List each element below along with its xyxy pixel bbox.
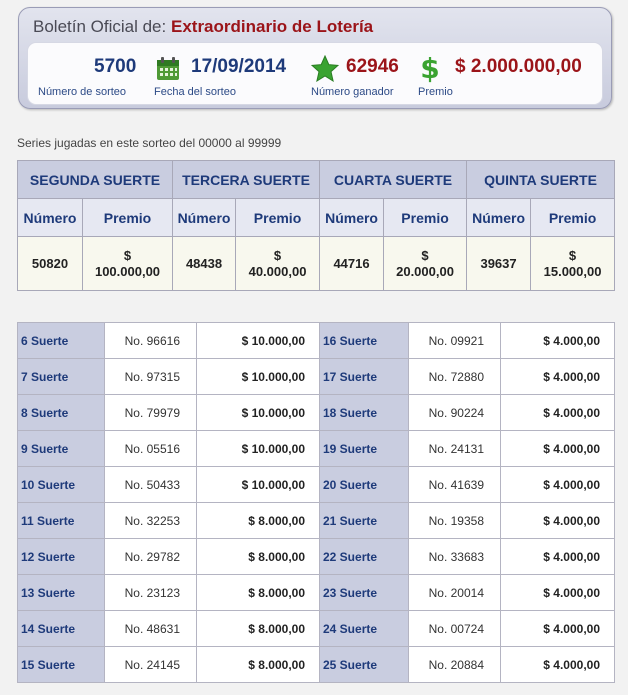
draw-number-caption: Número de sorteo [38,86,127,98]
prize-cell: $ 10.000,00 [197,395,320,431]
ticket-number-cell: No. 48631 [105,611,197,647]
draw-name-cell: 14 Suerte [18,611,105,647]
prize-currency: $ [123,247,132,263]
prize-cell [236,237,320,291]
main-prizes-table [17,160,615,291]
table-row [18,647,615,683]
winning-number-cell: 44716 [320,237,384,291]
draw-name-cell: 16 Suerte [320,323,409,359]
prize-cell: $ 4.000,00 [501,431,615,467]
table-row [18,467,615,503]
bulletin-header [18,7,612,109]
prize-value: 15.000,00 [543,263,602,279]
group-header: SEGUNDA SUERTE [18,161,173,199]
secondary-prizes-body [18,323,615,683]
ticket-number-cell: No. 79979 [105,395,197,431]
group-header: QUINTA SUERTE [467,161,615,199]
draw-name-cell: 15 Suerte [18,647,105,683]
prize-cell: $ 8.000,00 [197,539,320,575]
draw-name-cell: 7 Suerte [18,359,105,395]
draw-name-cell: 11 Suerte [18,503,105,539]
winning-number-cell: 50820 [18,237,83,291]
prize-value: 100.000,00 [94,263,161,279]
prize-cell [384,237,467,291]
ticket-number-cell: No. 50433 [105,467,197,503]
bulletin-title-prefix: Boletín Oficial de: [33,17,167,36]
draw-name-cell: 17 Suerte [320,359,409,395]
series-range-text: Series jugadas en este sorteo del 00000 al 99999 [17,136,282,150]
table-row [18,611,615,647]
ticket-number-cell: No. 32253 [105,503,197,539]
prize-currency: $ [421,247,429,263]
prize-currency: $ [568,247,577,263]
ticket-number-cell: No. 72880 [409,359,501,395]
ticket-number-cell: No. 09921 [409,323,501,359]
number-header: Número [320,199,384,237]
draw-name-cell: 20 Suerte [320,467,409,503]
ticket-number-cell: No. 90224 [409,395,501,431]
prize-cell: $ 8.000,00 [197,611,320,647]
ticket-number-cell: No. 19358 [409,503,501,539]
winning-number-cell: 48438 [173,237,236,291]
svg-text:$: $ [420,53,440,83]
prize-header: Premio [531,199,615,237]
prize-cell: $ 4.000,00 [501,575,615,611]
prize-cell: $ 4.000,00 [501,395,615,431]
table-row [18,431,615,467]
calendar-icon [156,57,180,86]
draw-name-cell: 22 Suerte [320,539,409,575]
prize-cell [531,237,615,291]
table-row [18,575,615,611]
draw-name-cell: 13 Suerte [18,575,105,611]
prize-cell: $ 4.000,00 [501,647,615,683]
draw-name-cell: 23 Suerte [320,575,409,611]
prize-cell: $ 10.000,00 [197,359,320,395]
number-header: Número [173,199,236,237]
prize-cell: $ 4.000,00 [501,503,615,539]
prize-cell: $ 4.000,00 [501,539,615,575]
ticket-number-cell: No. 23123 [105,575,197,611]
bulletin-title [33,17,373,37]
prize-header: Premio [236,199,320,237]
secondary-prizes-table [17,322,615,683]
ticket-number-cell: No. 97315 [105,359,197,395]
dollar-icon [419,53,441,88]
ticket-number-cell: No. 20014 [409,575,501,611]
draw-name-cell: 24 Suerte [320,611,409,647]
table-row [18,503,615,539]
draw-name-cell: 6 Suerte [18,323,105,359]
draw-date: 17/09/2014 [191,56,287,77]
prize-amount: $ 2.000.000,00 [455,56,582,77]
table-row [18,539,615,575]
prize-cell: $ 8.000,00 [197,575,320,611]
draw-name-cell: 9 Suerte [18,431,105,467]
prize-cell: $ 10.000,00 [197,431,320,467]
bulletin-title-brand: Extraordinario de Lotería [170,17,374,36]
star-icon [311,55,339,87]
number-header: Número [467,199,531,237]
draw-name-cell: 10 Suerte [18,467,105,503]
prize-caption: Premio [418,86,453,98]
group-header: TERCERA SUERTE [173,161,320,199]
draw-number: 5700 [94,56,137,77]
draw-name-cell: 12 Suerte [18,539,105,575]
group-header: CUARTA SUERTE [320,161,467,199]
draw-name-cell: 21 Suerte [320,503,409,539]
ticket-number-cell: No. 24131 [409,431,501,467]
prize-header: Premio [83,199,173,237]
prize-cell: $ 4.000,00 [501,323,615,359]
prize-header: Premio [384,199,467,237]
prize-value: 40.000,00 [248,263,307,279]
draw-summary [27,42,603,105]
draw-date-caption: Fecha del sorteo [154,86,236,98]
draw-name-cell: 18 Suerte [320,395,409,431]
draw-name-cell: 19 Suerte [320,431,409,467]
prize-cell: $ 4.000,00 [501,359,615,395]
ticket-number-cell: No. 41639 [409,467,501,503]
ticket-number-cell: No. 20884 [409,647,501,683]
winning-number: 62946 [346,56,399,77]
ticket-number-cell: No. 96616 [105,323,197,359]
prize-cell: $ 8.000,00 [197,503,320,539]
prize-cell: $ 8.000,00 [197,647,320,683]
winning-number-caption: Número ganador [311,86,394,98]
prize-cell: $ 4.000,00 [501,467,615,503]
prize-cell [83,237,173,291]
prize-currency: $ [273,247,282,263]
table-row [18,323,615,359]
ticket-number-cell: No. 00724 [409,611,501,647]
table-row [18,395,615,431]
prize-cell: $ 10.000,00 [197,323,320,359]
ticket-number-cell: No. 29782 [105,539,197,575]
ticket-number-cell: No. 05516 [105,431,197,467]
sub-header-row [18,199,615,237]
main-values-row [18,237,615,291]
draw-name-cell: 8 Suerte [18,395,105,431]
number-header: Número [18,199,83,237]
ticket-number-cell: No. 33683 [409,539,501,575]
prize-value: 20.000,00 [396,263,454,279]
prize-cell: $ 4.000,00 [501,611,615,647]
table-row [18,359,615,395]
group-header-row [18,161,615,199]
prize-cell: $ 10.000,00 [197,467,320,503]
winning-number-cell: 39637 [467,237,531,291]
draw-name-cell: 25 Suerte [320,647,409,683]
ticket-number-cell: No. 24145 [105,647,197,683]
